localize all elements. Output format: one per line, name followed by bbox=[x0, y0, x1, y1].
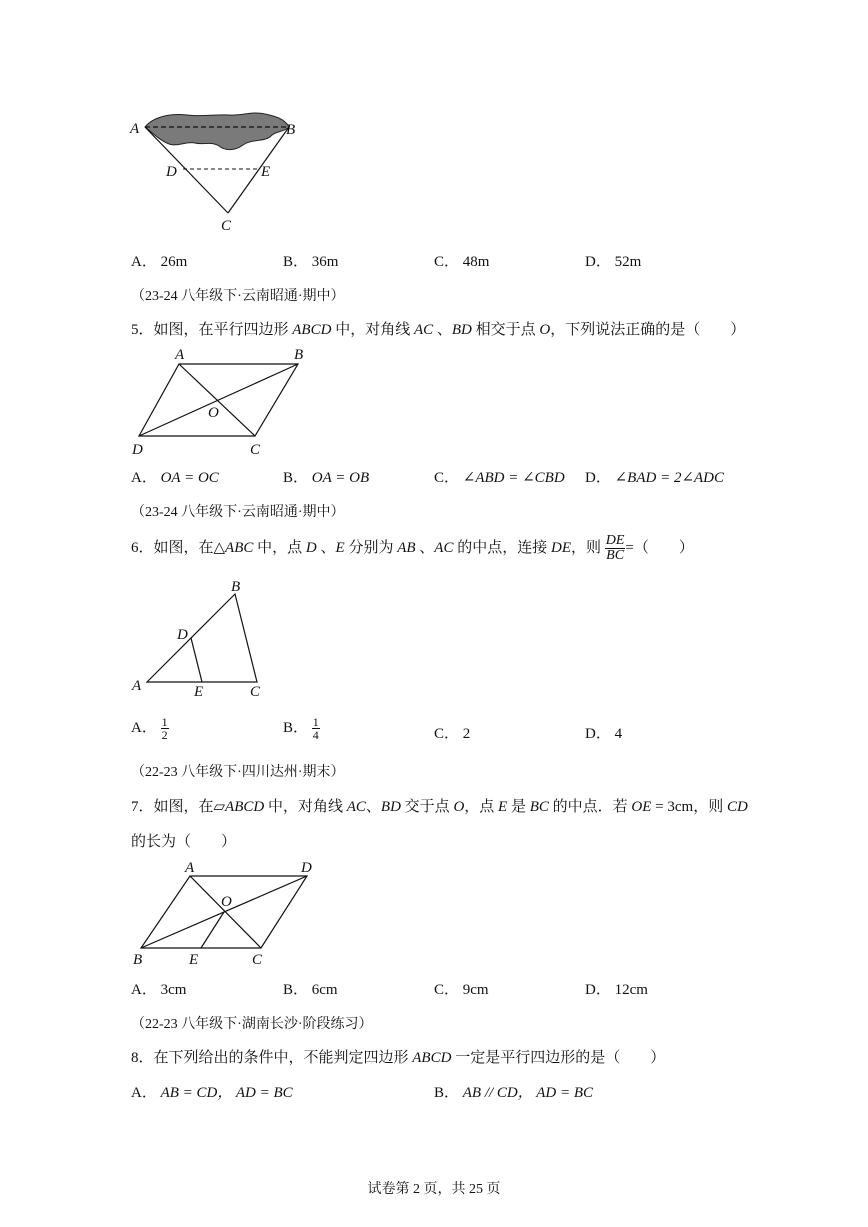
q6-label-c: C bbox=[250, 684, 261, 700]
q6-label-a: A bbox=[132, 678, 142, 694]
q8-option-a[interactable]: A． AB = CD， AD = BC bbox=[131, 1085, 293, 1101]
page-footer: 试卷第 2 页，共 25 页 bbox=[367, 1182, 501, 1197]
q7-stem-line2: 的长为（ ） bbox=[131, 834, 237, 850]
q7-label-c: C bbox=[252, 952, 263, 968]
q6-triangle bbox=[147, 594, 257, 682]
q5-option-a[interactable]: A． OA = OC bbox=[131, 470, 219, 486]
q6-segment-de bbox=[191, 638, 202, 682]
q4-label-b: B bbox=[286, 122, 296, 138]
q7-label-o: O bbox=[221, 894, 232, 910]
q5-label-b: B bbox=[294, 347, 304, 363]
q6-fraction: $\frac{DE}{BC}$ bbox=[605, 533, 625, 564]
q5-diagonal-ac bbox=[179, 364, 255, 436]
q6-figure bbox=[125, 572, 275, 702]
q5-option-b[interactable]: B． OA = OB bbox=[283, 470, 370, 486]
q6-option-d[interactable]: D． 4 bbox=[585, 726, 623, 742]
q7-label-b: B bbox=[133, 952, 143, 968]
q7-option-c[interactable]: C． 9cm bbox=[434, 982, 489, 998]
q6-label-e: E bbox=[194, 684, 204, 700]
q7-source: （22-23 八年级下·四川达州·期末） bbox=[131, 765, 345, 780]
q6-label-d: D bbox=[177, 627, 188, 643]
q5-source: （23-24 八年级下·云南昭通·期中） bbox=[131, 289, 345, 304]
q7-option-d[interactable]: D． 12cm bbox=[585, 982, 648, 998]
q4-option-a[interactable]: A． 26m bbox=[131, 254, 188, 270]
q7-stem: 7．如图，在▱ABCD 中，对角线 AC、BD 交于点 O，点 E 是 BC 的中点．若 OE = 3cm，则 CD bbox=[131, 799, 748, 815]
q7-option-a[interactable]: A． 3cm bbox=[131, 982, 187, 998]
q6-option-b[interactable]: B． $\frac{1}{4}$ bbox=[283, 715, 319, 743]
q5-diagonal-bd bbox=[139, 364, 298, 436]
q4-lake-shape bbox=[145, 113, 289, 150]
q4-option-d[interactable]: D． 52m bbox=[585, 254, 642, 270]
q5-figure bbox=[125, 340, 325, 460]
q5-label-o: O bbox=[208, 405, 219, 421]
q8-source: （22-23 八年级下·湖南长沙·阶段练习） bbox=[131, 1017, 373, 1032]
q4-label-c: C bbox=[221, 218, 232, 234]
q6-label-b: B bbox=[231, 579, 241, 595]
q4-option-c[interactable]: C． 48m bbox=[434, 254, 490, 270]
q7-label-a: A bbox=[185, 860, 195, 876]
q6-source: （23-24 八年级下·云南昭通·期中） bbox=[131, 505, 345, 520]
q4-option-b[interactable]: B． 36m bbox=[283, 254, 339, 270]
q5-label-d: D bbox=[132, 442, 143, 458]
q5-label-c: C bbox=[250, 442, 261, 458]
q7-label-e: E bbox=[189, 952, 199, 968]
q5-option-d[interactable]: D． ∠BAD = 2∠ADC bbox=[585, 470, 725, 486]
q6-option-c[interactable]: C． 2 bbox=[434, 726, 471, 742]
q4-figure bbox=[125, 105, 315, 235]
q6-stem: 6．如图，在△ABC 中，点 D 、E 分别为 AB 、AC 的中点，连接 DE，则 $\frac{DE}{BC}$ =（ ） bbox=[131, 533, 694, 564]
q4-label-a: A bbox=[130, 121, 140, 137]
q5-option-c[interactable]: C． ∠ABD = ∠CBD bbox=[434, 470, 565, 486]
q7-figure bbox=[125, 852, 325, 972]
q7-label-d: D bbox=[301, 860, 312, 876]
q6-option-a[interactable]: A． $\frac{1}{2}$ bbox=[131, 715, 168, 743]
q5-label-a: A bbox=[175, 347, 185, 363]
q5-stem: 5．如图，在平行四边形 ABCD 中，对角线 AC 、BD 相交于点 O，下列说法正确的是（ ） bbox=[131, 322, 746, 338]
q7-option-b[interactable]: B． 6cm bbox=[283, 982, 338, 998]
q4-label-e: E bbox=[261, 164, 271, 180]
q8-stem: 8．在下列给出的条件中，不能判定四边形 ABCD 一定是平行四边形的是（ ） bbox=[131, 1050, 666, 1066]
q4-label-d: D bbox=[166, 164, 177, 180]
q8-option-b[interactable]: B． AB // CD， AD = BC bbox=[434, 1085, 594, 1101]
